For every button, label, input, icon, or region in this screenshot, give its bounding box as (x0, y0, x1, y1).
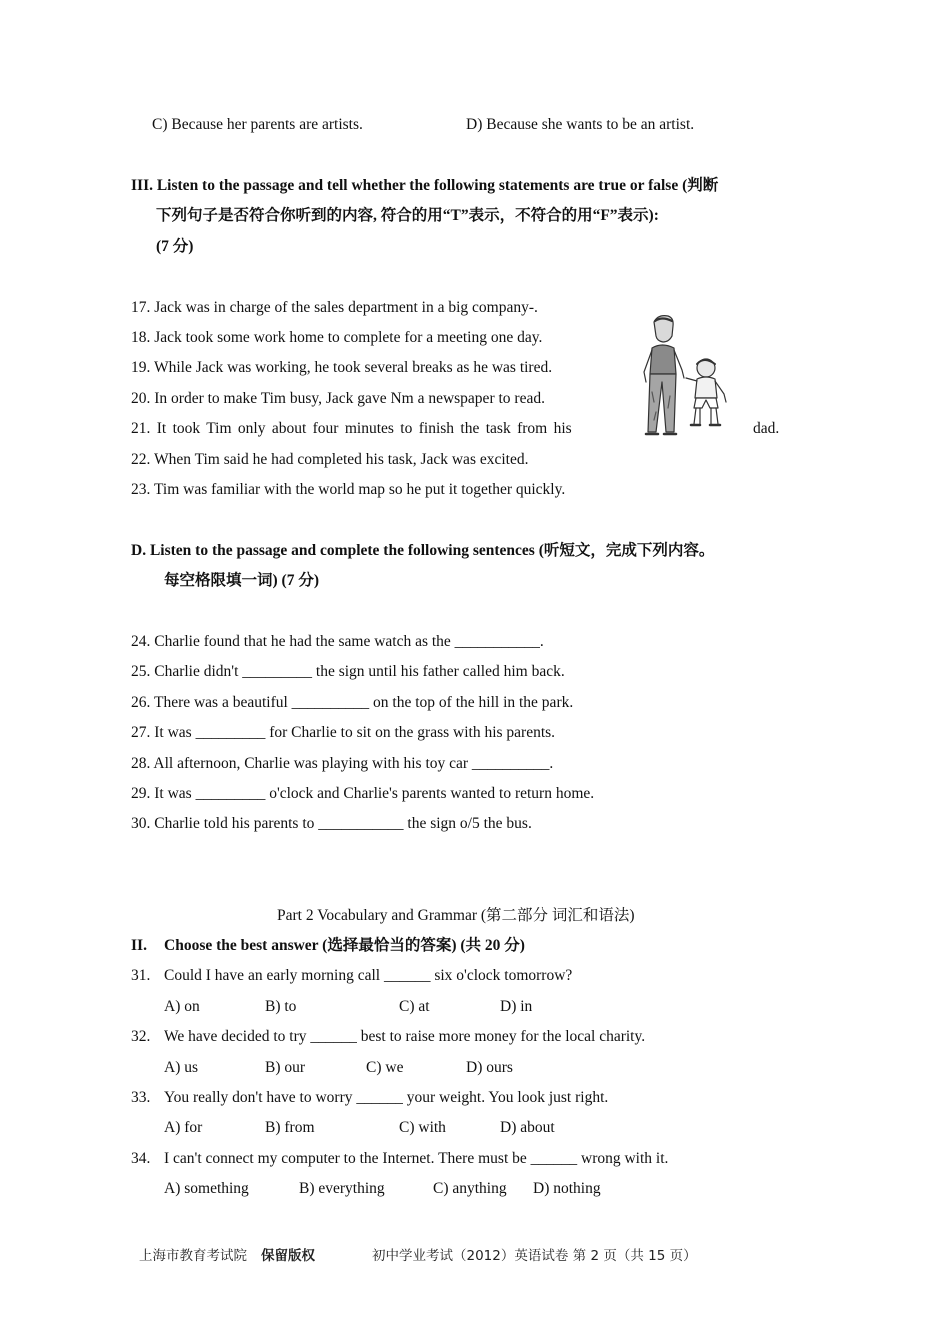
section-3-heading-line2: 下列句子是否符合你听到的内容, 符合的用“T”表示，不符合的用“F”表示): (156, 207, 659, 224)
option-d: D) Because she wants to be an artist. (466, 116, 695, 133)
question-32-number: 32. (131, 1028, 151, 1045)
question-34-text: I can't connect my computer to the Internet. There must be ______ wrong with it. (164, 1150, 669, 1167)
question-34-option-c: C) anything (433, 1180, 507, 1197)
footer-exam-info: 初中学业考试（2012）英语试卷 第 2 页（共 15 页） (372, 1248, 697, 1264)
footer-organization: 上海市教育考试院 (139, 1248, 247, 1264)
question-34-option-a: A) something (164, 1180, 249, 1197)
statement-19: 19. While Jack was working, he took several breaks as he was tired. (131, 359, 553, 376)
question-33-text: You really don't have to worry ______ your weight. You look just right. (164, 1089, 609, 1106)
section-2-number: II. (131, 937, 147, 954)
statement-21: 21. It took Tim only about four minutes to finish the task from his (131, 420, 572, 437)
question-34-option-b: B) everything (299, 1180, 385, 1197)
section-3-points: (7 分) (156, 238, 194, 255)
question-32-option-c: C) we (366, 1059, 404, 1076)
question-33-option-d: D) about (500, 1119, 555, 1136)
statement-20: 20. In order to make Tim busy, Jack gave Nm a newspaper to read. (131, 390, 545, 407)
footer-rights: 保留版权 (261, 1248, 315, 1264)
sentence-26: 26. There was a beautiful __________ on the top of the hill in the park. (131, 694, 574, 711)
statement-23: 23. Tim was familiar with the world map so he put it together quickly. (131, 481, 566, 498)
question-31-text: Could I have an early morning call ______ six o'clock tomorrow? (164, 967, 573, 984)
statement-17: 17. Jack was in charge of the sales department in a big company-. (131, 299, 538, 316)
question-32-option-d: D) ours (466, 1059, 513, 1076)
question-34-number: 34. (131, 1150, 151, 1167)
question-33-option-a: A) for (164, 1119, 203, 1136)
statement-18: 18. Jack took some work home to complete for a meeting one day. (131, 329, 543, 346)
question-33-option-b: B) from (265, 1119, 315, 1136)
sentence-24: 24. Charlie found that he had the same watch as the ___________. (131, 633, 544, 650)
sentence-30: 30. Charlie told his parents to ___________ the sign o/5 the bus. (131, 815, 532, 832)
section-3-heading-line1: III. Listen to the passage and tell whether the following statements are true or false (判断 (131, 177, 719, 194)
question-32-option-a: A) us (164, 1059, 199, 1076)
part-2-title: Part 2 Vocabulary and Grammar (第二部分 词汇和语法) (277, 907, 635, 924)
section-d-heading-line1: D. Listen to the passage and complete the following sentences (听短文，完成下列内容。 (131, 542, 715, 559)
question-34-option-d: D) nothing (533, 1180, 601, 1197)
father-son-illustration (634, 312, 746, 442)
question-31-option-a: A) on (164, 998, 200, 1015)
question-31-option-b: B) to (265, 998, 297, 1015)
question-32-text: We have decided to try ______ best to raise more money for the local charity. (164, 1028, 646, 1045)
sentence-25: 25. Charlie didn't _________ the sign until his father called him back. (131, 663, 565, 680)
statement-21-tail: dad. (753, 420, 780, 437)
sentence-28: 28. All afternoon, Charlie was playing with his toy car __________. (131, 755, 554, 772)
question-32-option-b: B) our (265, 1059, 306, 1076)
question-31-option-d: D) in (500, 998, 533, 1015)
option-c: C) Because her parents are artists. (152, 116, 363, 133)
question-33-option-c: C) with (399, 1119, 446, 1136)
section-2-title: Choose the best answer (选择最恰当的答案) (共 20 分) (164, 937, 525, 954)
question-33-number: 33. (131, 1089, 151, 1106)
section-d-heading-line2: 每空格限填一词) (7 分) (164, 572, 319, 589)
statement-22: 22. When Tim said he had completed his task, Jack was excited. (131, 451, 529, 468)
question-31-number: 31. (131, 967, 151, 984)
sentence-27: 27. It was _________ for Charlie to sit on the grass with his parents. (131, 724, 556, 741)
question-31-option-c: C) at (399, 998, 430, 1015)
sentence-29: 29. It was _________ o'clock and Charlie's parents wanted to return home. (131, 785, 595, 802)
